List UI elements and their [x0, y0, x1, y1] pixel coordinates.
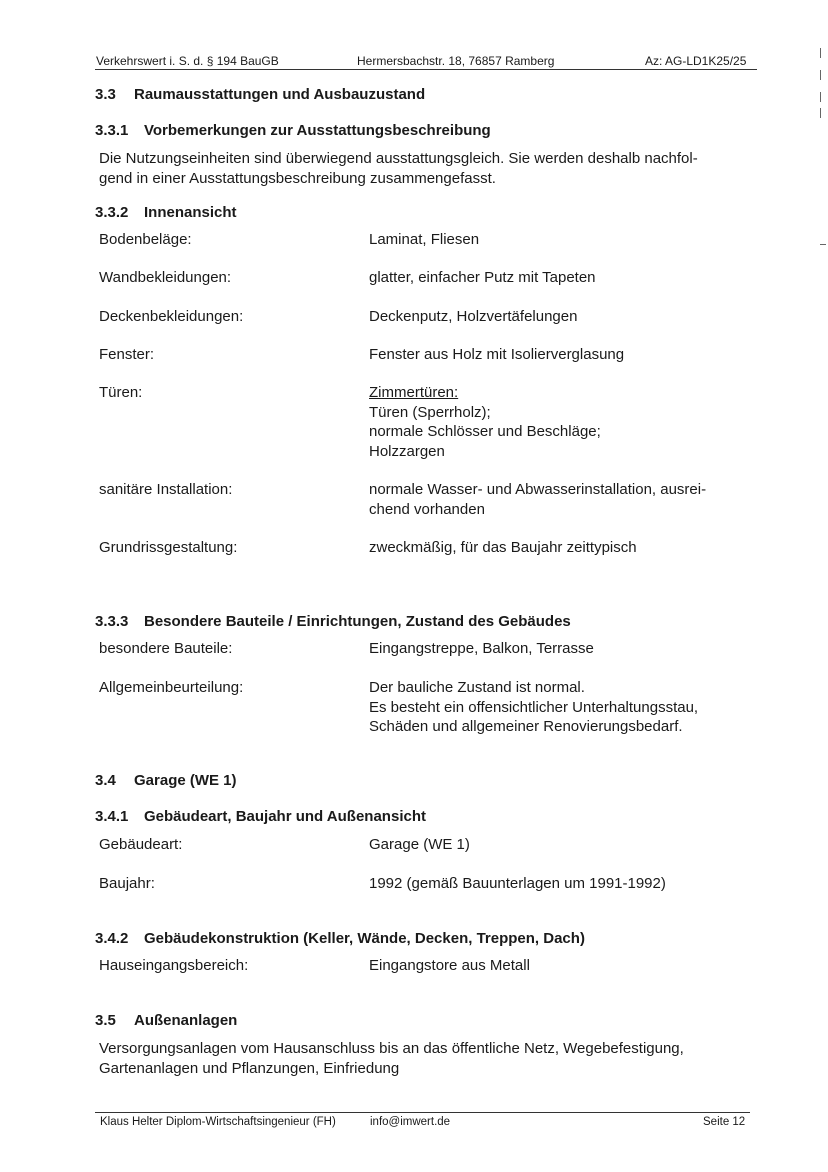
section-3-4-heading: 3.4 Garage (WE 1) — [95, 772, 237, 789]
section-3-5-heading: 3.5 Außenanlagen — [95, 1012, 238, 1029]
label-baujahr: Baujahr: — [99, 875, 155, 892]
value-wandbekleidungen: glatter, einfacher Putz mit Tapeten — [369, 269, 596, 286]
section-3-4-1-heading: 3.4.1 Gebäudeart, Baujahr und Außenansicht — [95, 808, 426, 825]
header-left: Verkehrswert i. S. d. § 194 BauGB — [96, 54, 279, 68]
label-bodenbelaege: Bodenbeläge: — [99, 231, 192, 248]
header-right: Az: AG-LD1K25/25 — [645, 54, 747, 68]
value-besondere-bauteile: Eingangstreppe, Balkon, Terrasse — [369, 640, 594, 657]
section-3-3-1-text: Die Nutzungseinheiten sind überwiegend ausstattungsgleich. Sie werden deshalb nachfol- gend in einer Ausstattungsbeschreibung zusammengefasst. — [99, 150, 698, 187]
section-3-4-2-heading: 3.4.2 Gebäudekonstruktion (Keller, Wände, Decken, Treppen, Dach) — [95, 930, 585, 947]
header-center: Hermersbachstr. 18, 76857 Ramberg — [357, 54, 555, 68]
footer-page-number: Seite 12 — [703, 1116, 746, 1128]
label-sanitaere-installation: sanitäre Installation: — [99, 481, 233, 498]
section-3-3-1-heading: 3.3.1 Vorbemerkungen zur Ausstattungsbeschreibung — [95, 122, 491, 139]
label-allgemeinbeurteilung: Allgemeinbeurteilung: — [99, 679, 244, 696]
value-sanitaere-installation: normale Wasser- und Abwasserinstallation, ausrei- chend vorhanden — [369, 481, 707, 518]
label-fenster: Fenster: — [99, 346, 155, 363]
value-grundrissgestaltung: zweckmäßig, für das Baujahr zeittypisch — [369, 539, 637, 556]
section-3-3-2-heading: 3.3.2 Innenansicht — [95, 204, 237, 221]
scan-mark — [820, 244, 826, 245]
value-hauseingangsbereich: Eingangstore aus Metall — [369, 957, 530, 974]
footer-email: info@imwert.de — [370, 1116, 451, 1128]
value-bodenbelaege: Laminat, Fliesen — [369, 231, 480, 248]
value-gebaeudeart: Garage (WE 1) — [369, 836, 470, 853]
value-tueren: Zimmertüren: Türen (Sperrholz); normale Schlösser und Beschläge; Holzzargen — [369, 383, 762, 461]
section-3-3-heading: 3.3 Raumausstattungen und Ausbauzustand — [95, 86, 426, 103]
scan-mark — [820, 108, 821, 118]
scan-mark — [820, 92, 821, 102]
value-deckenbekleidungen: Deckenputz, Holzvertäfelungen — [369, 308, 578, 325]
footer-author: Klaus Helter Diplom-Wirtschaftsingenieur (FH) — [100, 1116, 336, 1128]
label-grundrissgestaltung: Grundrissgestaltung: — [99, 539, 238, 556]
label-besondere-bauteile: besondere Bauteile: — [99, 640, 233, 657]
label-wandbekleidungen: Wandbekleidungen: — [99, 269, 232, 286]
value-tueren-heading: Zimmertüren: — [369, 384, 459, 401]
value-allgemeinbeurteilung: Der bauliche Zustand ist normal. Es besteht ein offensichtlicher Unterhaltungsstau, Schäden und allgemeiner Renovierungsbedarf. — [369, 679, 699, 735]
scan-mark — [820, 70, 821, 80]
scan-mark — [820, 48, 821, 58]
section-3-5-text: Versorgungsanlagen vom Hausanschluss bis an das öffentliche Netz, Wegebefestigung, Gartenanlagen und Pflanzungen, Einfriedung — [99, 1040, 684, 1077]
section-3-3-3-heading: 3.3.3 Besondere Bauteile / Einrichtungen, Zustand des Gebäudes — [95, 613, 571, 630]
value-fenster: Fenster aus Holz mit Isolierverglasung — [369, 346, 625, 363]
header-rule — [95, 69, 757, 70]
label-deckenbekleidungen: Deckenbekleidungen: — [99, 308, 244, 325]
value-baujahr: 1992 (gemäß Bauunterlagen um 1991-1992) — [369, 875, 666, 892]
footer-rule — [95, 1112, 750, 1113]
label-gebaeudeart: Gebäudeart: — [99, 836, 183, 853]
label-hauseingangsbereich: Hauseingangsbereich: — [99, 957, 249, 974]
label-tueren: Türen: — [99, 384, 143, 401]
